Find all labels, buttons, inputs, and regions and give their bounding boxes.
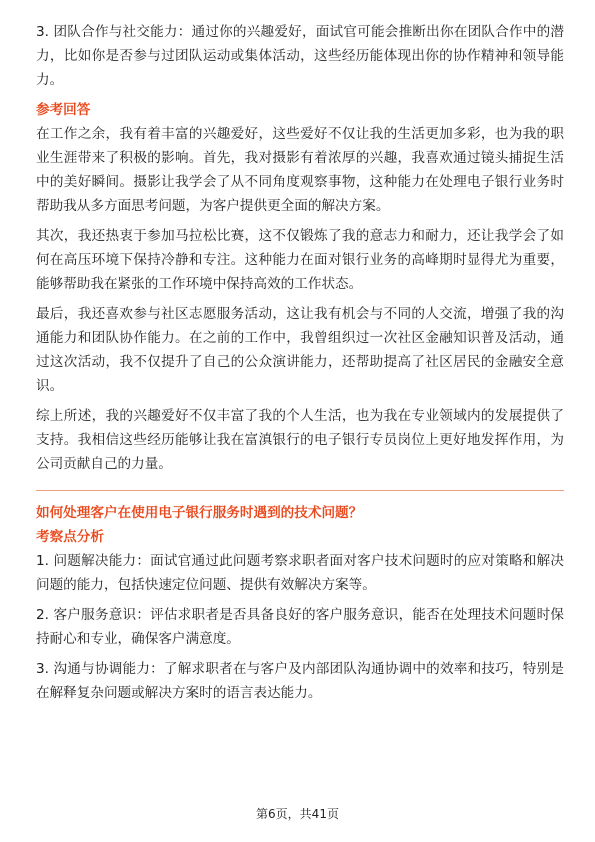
section-divider: [36, 490, 564, 491]
analysis-point-1: 1. 问题解决能力：面试官通过此问题考察求职者面对客户技术问题时的应对策略和解决问题的能力，包括快速定位问题、提供有效解决方案等。: [36, 553, 564, 593]
teamwork-point-paragraph: 3. 团队合作与社交能力：通过你的兴趣爱好，面试官可能会推断出你在团队合作中的潜力，比如你是否参与过团队运动或集体活动，这些经历能体现出你的协作精神和领导能力。: [36, 24, 564, 88]
page-number: 第6页，共41页: [256, 807, 339, 821]
analysis-point-2: 2. 客户服务意识：评估求职者是否具备良好的客户服务意识，能否在处理技术问题时保持耐心和专业，确保客户满意度。: [36, 607, 564, 647]
analysis-heading: 考察点分析: [36, 529, 104, 545]
analysis-point-3: 3. 沟通与协调能力：了解求职者在与客户及内部团队沟通协调中的效率和技巧，特别是在解释复杂问题或解决方案时的语言表达能力。: [36, 661, 564, 701]
question-heading: 如何处理客户在使用电子银行服务时遇到的技术问题？: [36, 505, 363, 521]
answer-paragraph-3: 最后，我还喜欢参与社区志愿服务活动，这让我有机会与不同的人交流，增强了我的沟通能力和团队协作能力。在之前的工作中，我曾组织过一次社区金融知识普及活动，通过这次活动，我不仅提升了自己的公众演讲能力，还帮助提高了社区居民的金融安全意识。: [36, 306, 564, 394]
answer-paragraph-1: 在工作之余，我有着丰富的兴趣爱好，这些爱好不仅让我的生活更加多彩，也为我的职业生涯带来了积极的影响。首先，我对摄影有着浓厚的兴趣，我喜欢通过镜头捕捉生活中的美好瞬间。摄影让我学会了从不同角度观察事物，这种能力在处理电子银行业务时帮助我从多方面思考问题，为客户提供更全面的解决方案。: [36, 126, 564, 214]
answer-paragraph-4: 综上所述，我的兴趣爱好不仅丰富了我的个人生活，也为我在专业领域内的发展提供了支持。我相信这些经历能够让我在富滇银行的电子银行专员岗位上更好地发挥作用，为公司贡献自己的力量。: [36, 408, 564, 472]
page-content: [36, 20, 564, 705]
answer-paragraph-2: 其次，我还热衷于参加马拉松比赛，这不仅锻炼了我的意志力和耐力，还让我学会了如何在高压环境下保持冷静和专注。这种能力在面对银行业务的高峰期时显得尤为重要，能够帮助我在紧张的工作环境中保持高效的工作状态。: [36, 228, 564, 292]
reference-answer-heading: 参考回答: [36, 102, 91, 118]
